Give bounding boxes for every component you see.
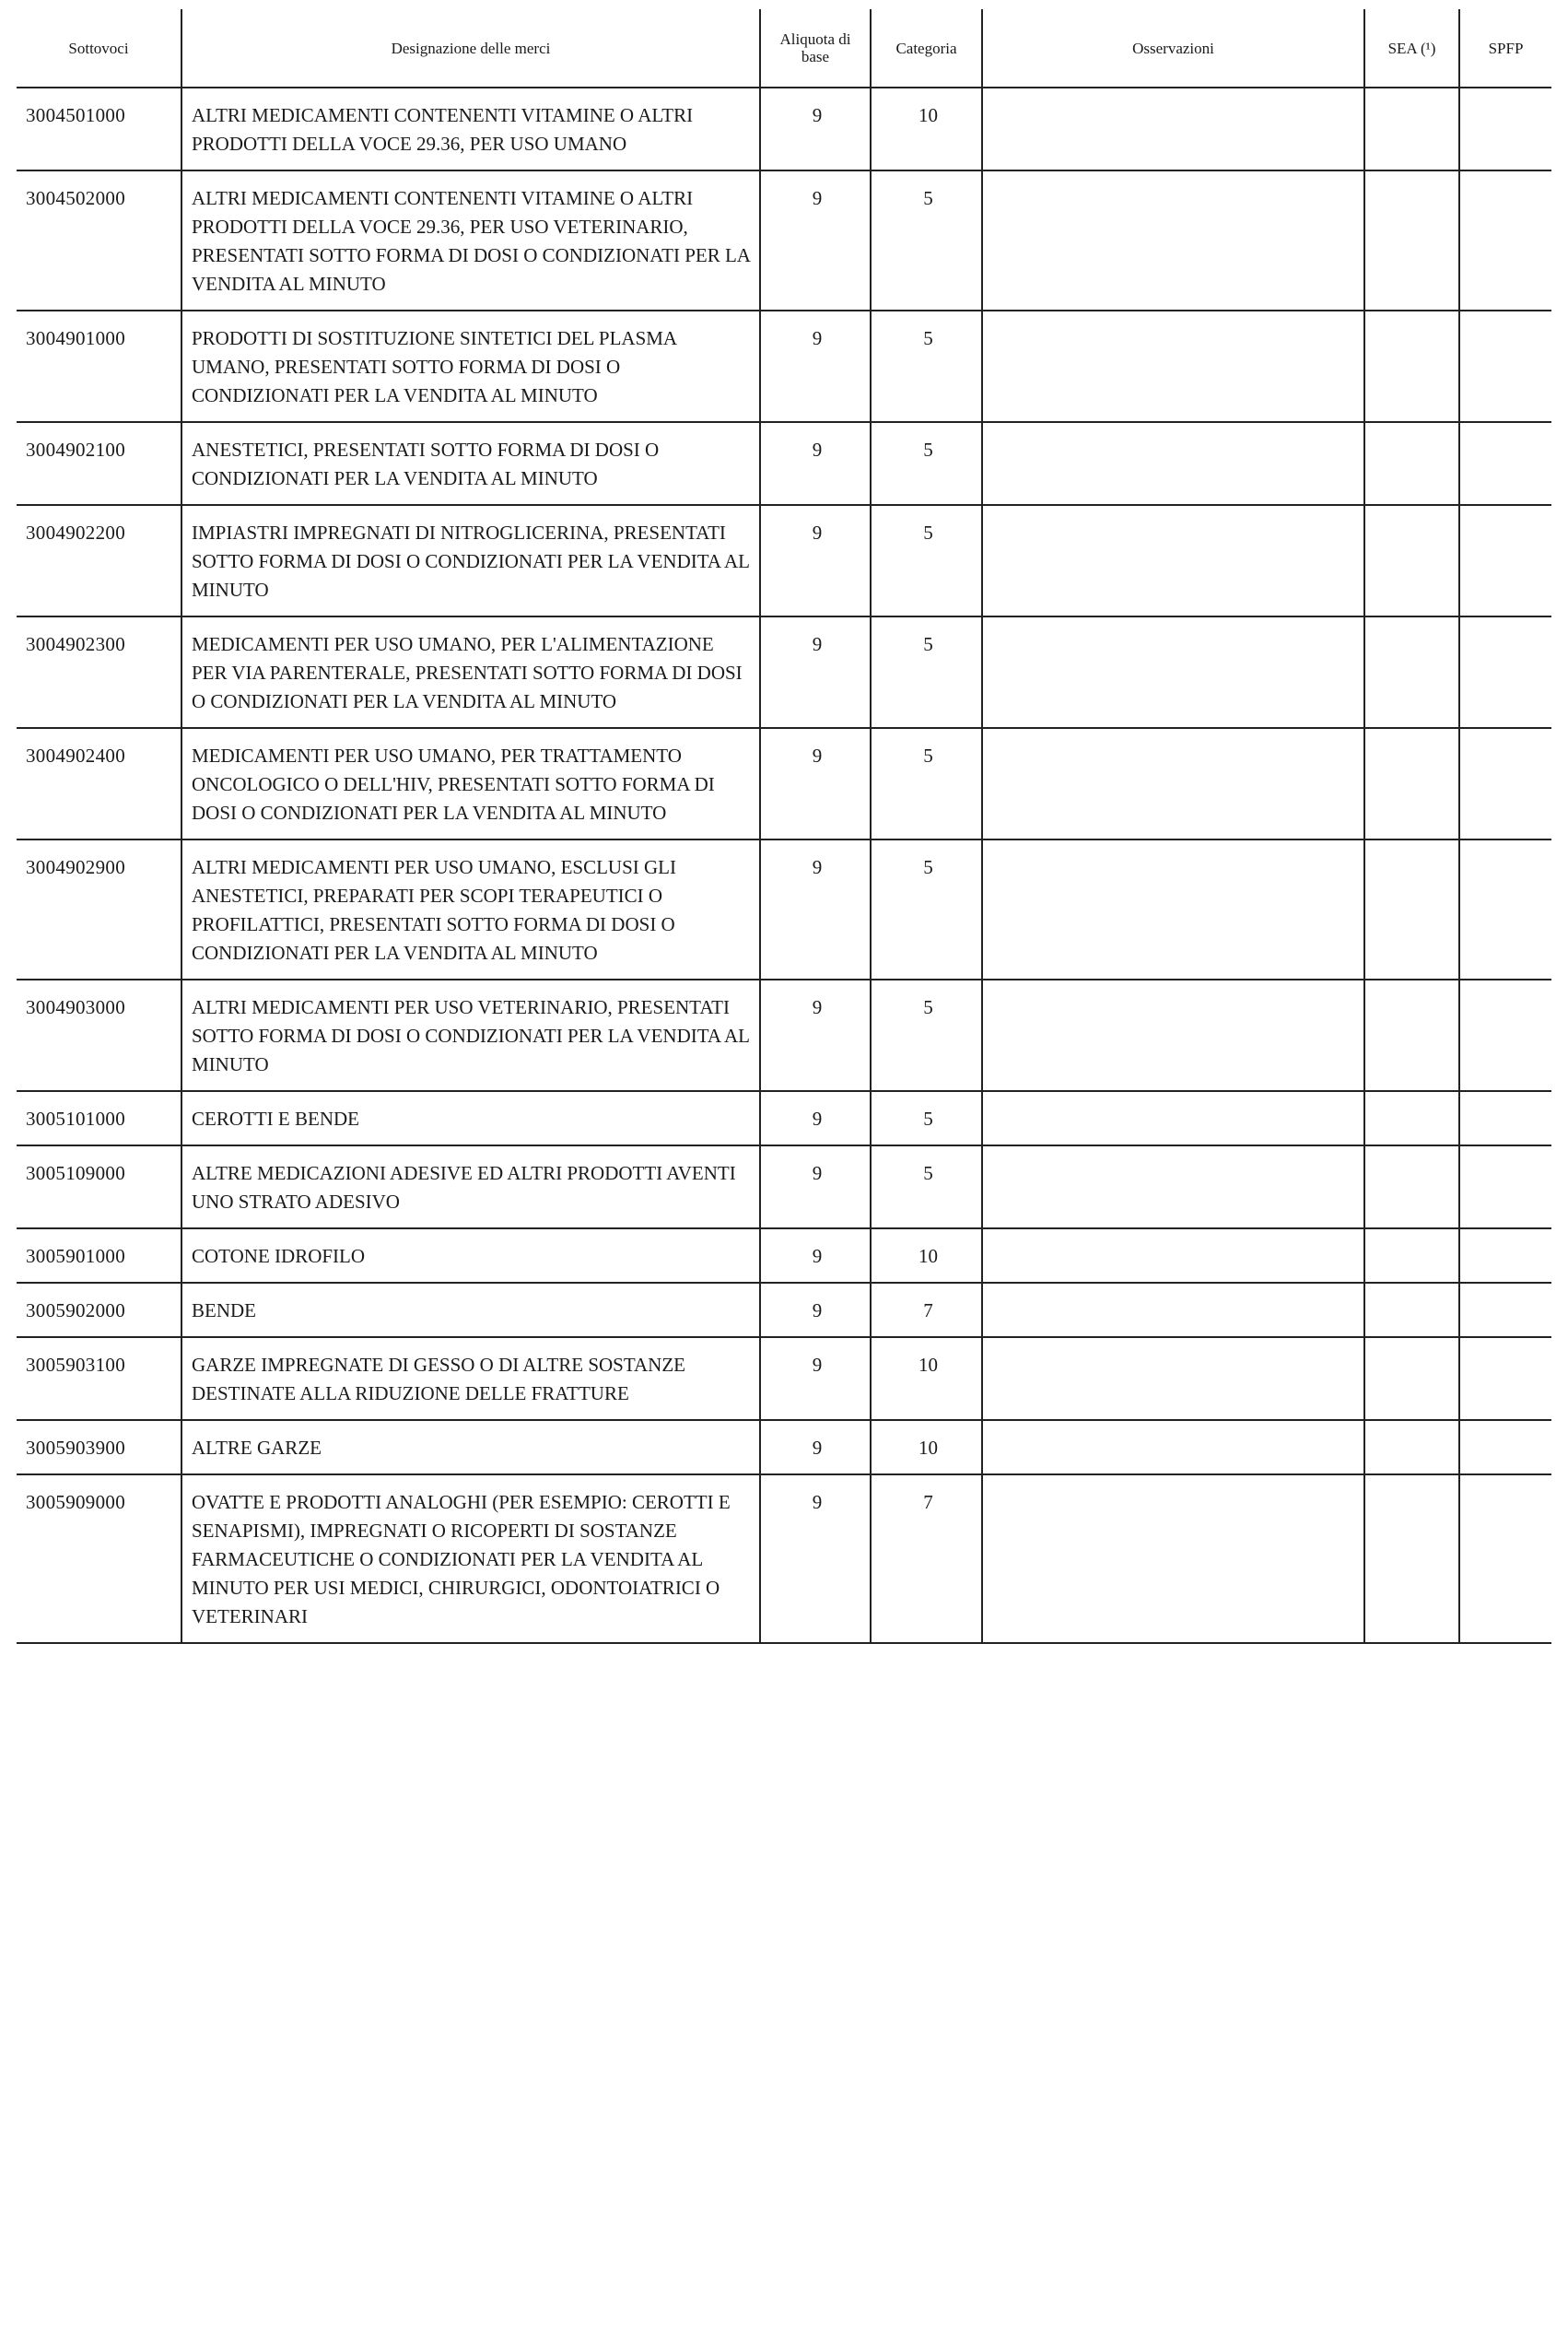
cell-osservazioni — [982, 170, 1364, 311]
cell-spfp — [1459, 728, 1551, 839]
cell-categoria: 5 — [871, 839, 982, 980]
cell-spfp — [1459, 980, 1551, 1091]
tariff-table — [17, 9, 1551, 1644]
cell-designazione: ALTRI MEDICAMENTI CONTENENTI VITAMINE O ALTRI PRODOTTI DELLA VOCE 29.36, PER USO VETERINARIO, PRESENTATI SOTTO FORMA DI DOSI O CONDIZIONATI PER LA VENDITA AL MINUTO — [181, 170, 760, 311]
cell-aliquota: 9 — [760, 839, 871, 980]
cell-aliquota: 9 — [760, 1337, 871, 1420]
header-sea: SEA (¹) — [1364, 9, 1459, 88]
cell-categoria: 5 — [871, 616, 982, 728]
cell-designazione: MEDICAMENTI PER USO UMANO, PER L'ALIMENTAZIONE PER VIA PARENTERALE, PRESENTATI SOTTO FORMA DI DOSI O CONDIZIONATI PER LA VENDITA AL MINUTO — [181, 616, 760, 728]
cell-categoria: 10 — [871, 1337, 982, 1420]
cell-designazione: ALTRE MEDICAZIONI ADESIVE ED ALTRI PRODOTTI AVENTI UNO STRATO ADESIVO — [181, 1145, 760, 1228]
cell-spfp — [1459, 1145, 1551, 1228]
cell-designazione: MEDICAMENTI PER USO UMANO, PER TRATTAMENTO ONCOLOGICO O DELL'HIV, PRESENTATI SOTTO FORMA DI DOSI O CONDIZIONATI PER LA VENDITA AL MINUTO — [181, 728, 760, 839]
cell-categoria: 5 — [871, 728, 982, 839]
cell-sottovoce: 3005101000 — [17, 1091, 181, 1145]
table-body — [17, 88, 1551, 1643]
cell-osservazioni — [982, 1228, 1364, 1283]
cell-spfp — [1459, 88, 1551, 170]
table-row — [17, 505, 1551, 616]
cell-aliquota: 9 — [760, 1091, 871, 1145]
cell-sea — [1364, 88, 1459, 170]
cell-designazione: GARZE IMPREGNATE DI GESSO O DI ALTRE SOSTANZE DESTINATE ALLA RIDUZIONE DELLE FRATTURE — [181, 1337, 760, 1420]
cell-sottovoce: 3004902900 — [17, 839, 181, 980]
table-row — [17, 311, 1551, 422]
cell-spfp — [1459, 422, 1551, 505]
cell-categoria: 7 — [871, 1474, 982, 1643]
cell-sea — [1364, 1145, 1459, 1228]
cell-categoria: 10 — [871, 1420, 982, 1474]
cell-sottovoce: 3005109000 — [17, 1145, 181, 1228]
table-row — [17, 728, 1551, 839]
cell-sea — [1364, 311, 1459, 422]
cell-designazione: ANESTETICI, PRESENTATI SOTTO FORMA DI DOSI O CONDIZIONATI PER LA VENDITA AL MINUTO — [181, 422, 760, 505]
header-row — [17, 9, 1551, 88]
cell-sea — [1364, 1283, 1459, 1337]
cell-sea — [1364, 1337, 1459, 1420]
cell-sea — [1364, 505, 1459, 616]
cell-osservazioni — [982, 1091, 1364, 1145]
cell-osservazioni — [982, 616, 1364, 728]
cell-aliquota: 9 — [760, 88, 871, 170]
cell-designazione: CEROTTI E BENDE — [181, 1091, 760, 1145]
cell-categoria: 5 — [871, 170, 982, 311]
cell-spfp — [1459, 311, 1551, 422]
cell-categoria: 10 — [871, 88, 982, 170]
cell-sea — [1364, 1474, 1459, 1643]
table-row — [17, 1228, 1551, 1283]
cell-osservazioni — [982, 1420, 1364, 1474]
cell-designazione: BENDE — [181, 1283, 760, 1337]
cell-categoria: 5 — [871, 1145, 982, 1228]
cell-aliquota: 9 — [760, 980, 871, 1091]
cell-sottovoce: 3005903100 — [17, 1337, 181, 1420]
header-osservazioni: Osservazioni — [982, 9, 1364, 88]
cell-sottovoce: 3004901000 — [17, 311, 181, 422]
cell-aliquota: 9 — [760, 616, 871, 728]
cell-sottovoce: 3004902100 — [17, 422, 181, 505]
table-row — [17, 980, 1551, 1091]
cell-designazione: ALTRI MEDICAMENTI PER USO UMANO, ESCLUSI GLI ANESTETICI, PREPARATI PER SCOPI TERAPEUTICI O PROFILATTICI, PRESENTATI SOTTO FORMA DI DOSI O CONDIZIONATI PER LA VENDITA AL MINUTO — [181, 839, 760, 980]
cell-sottovoce: 3004903000 — [17, 980, 181, 1091]
cell-spfp — [1459, 505, 1551, 616]
cell-sea — [1364, 170, 1459, 311]
cell-aliquota: 9 — [760, 1145, 871, 1228]
cell-osservazioni — [982, 839, 1364, 980]
cell-designazione: COTONE IDROFILO — [181, 1228, 760, 1283]
header-aliquota: Aliquota di base — [760, 9, 871, 88]
cell-spfp — [1459, 1228, 1551, 1283]
table-row — [17, 839, 1551, 980]
cell-osservazioni — [982, 1283, 1364, 1337]
cell-sottovoce: 3004501000 — [17, 88, 181, 170]
cell-aliquota: 9 — [760, 422, 871, 505]
cell-sottovoce: 3005901000 — [17, 1228, 181, 1283]
cell-aliquota: 9 — [760, 505, 871, 616]
header-sottovoci: Sottovoci — [17, 9, 181, 88]
cell-sea — [1364, 839, 1459, 980]
cell-categoria: 5 — [871, 311, 982, 422]
cell-spfp — [1459, 1337, 1551, 1420]
cell-spfp — [1459, 839, 1551, 980]
cell-osservazioni — [982, 980, 1364, 1091]
cell-categoria: 5 — [871, 980, 982, 1091]
header-categoria: Categoria — [871, 9, 982, 88]
cell-designazione: IMPIASTRI IMPREGNATI DI NITROGLICERINA, PRESENTATI SOTTO FORMA DI DOSI O CONDIZIONATI PER LA VENDITA AL MINUTO — [181, 505, 760, 616]
table-row — [17, 88, 1551, 170]
cell-osservazioni — [982, 422, 1364, 505]
cell-osservazioni — [982, 1337, 1364, 1420]
cell-designazione: ALTRI MEDICAMENTI CONTENENTI VITAMINE O ALTRI PRODOTTI DELLA VOCE 29.36, PER USO UMANO — [181, 88, 760, 170]
cell-sottovoce: 3005903900 — [17, 1420, 181, 1474]
cell-aliquota: 9 — [760, 728, 871, 839]
cell-aliquota: 9 — [760, 311, 871, 422]
cell-sea — [1364, 728, 1459, 839]
table-row — [17, 1091, 1551, 1145]
cell-spfp — [1459, 1474, 1551, 1643]
cell-osservazioni — [982, 1474, 1364, 1643]
table-row — [17, 616, 1551, 728]
cell-designazione: ALTRI MEDICAMENTI PER USO VETERINARIO, PRESENTATI SOTTO FORMA DI DOSI O CONDIZIONATI PER LA VENDITA AL MINUTO — [181, 980, 760, 1091]
header-designazione: Designazione delle merci — [181, 9, 760, 88]
table-row — [17, 422, 1551, 505]
cell-aliquota: 9 — [760, 1420, 871, 1474]
cell-aliquota: 9 — [760, 1474, 871, 1643]
cell-osservazioni — [982, 505, 1364, 616]
cell-categoria: 10 — [871, 1228, 982, 1283]
cell-sea — [1364, 980, 1459, 1091]
cell-osservazioni — [982, 728, 1364, 839]
cell-spfp — [1459, 1091, 1551, 1145]
cell-categoria: 5 — [871, 1091, 982, 1145]
cell-sottovoce: 3004502000 — [17, 170, 181, 311]
cell-categoria: 7 — [871, 1283, 982, 1337]
cell-spfp — [1459, 616, 1551, 728]
cell-osservazioni — [982, 88, 1364, 170]
cell-sea — [1364, 1228, 1459, 1283]
table-row — [17, 1145, 1551, 1228]
cell-sea — [1364, 1420, 1459, 1474]
table-row — [17, 1420, 1551, 1474]
cell-sea — [1364, 616, 1459, 728]
cell-sottovoce: 3004902400 — [17, 728, 181, 839]
cell-categoria: 5 — [871, 505, 982, 616]
table-header — [17, 9, 1551, 88]
cell-osservazioni — [982, 1145, 1364, 1228]
cell-designazione: OVATTE E PRODOTTI ANALOGHI (PER ESEMPIO: CEROTTI E SENAPISMI), IMPREGNATI O RICOPERTI DI SOSTANZE FARMACEUTICHE O CONDIZIONATI PER LA VENDITA AL MINUTO PER USI MEDICI, CHIRURGICI, ODONTOIATRICI O VETERINARI — [181, 1474, 760, 1643]
cell-aliquota: 9 — [760, 1228, 871, 1283]
cell-designazione: PRODOTTI DI SOSTITUZIONE SINTETICI DEL PLASMA UMANO, PRESENTATI SOTTO FORMA DI DOSI O CONDIZIONATI PER LA VENDITA AL MINUTO — [181, 311, 760, 422]
cell-spfp — [1459, 1420, 1551, 1474]
cell-sottovoce: 3005909000 — [17, 1474, 181, 1643]
table-row — [17, 1474, 1551, 1643]
table-row — [17, 1337, 1551, 1420]
cell-aliquota: 9 — [760, 170, 871, 311]
table-row — [17, 170, 1551, 311]
cell-sea — [1364, 422, 1459, 505]
cell-categoria: 5 — [871, 422, 982, 505]
cell-osservazioni — [982, 311, 1364, 422]
cell-sottovoce: 3004902200 — [17, 505, 181, 616]
cell-spfp — [1459, 1283, 1551, 1337]
cell-sottovoce: 3005902000 — [17, 1283, 181, 1337]
cell-designazione: ALTRE GARZE — [181, 1420, 760, 1474]
cell-aliquota: 9 — [760, 1283, 871, 1337]
table-row — [17, 1283, 1551, 1337]
cell-sottovoce: 3004902300 — [17, 616, 181, 728]
cell-sea — [1364, 1091, 1459, 1145]
cell-spfp — [1459, 170, 1551, 311]
header-spfp: SPFP — [1459, 9, 1551, 88]
